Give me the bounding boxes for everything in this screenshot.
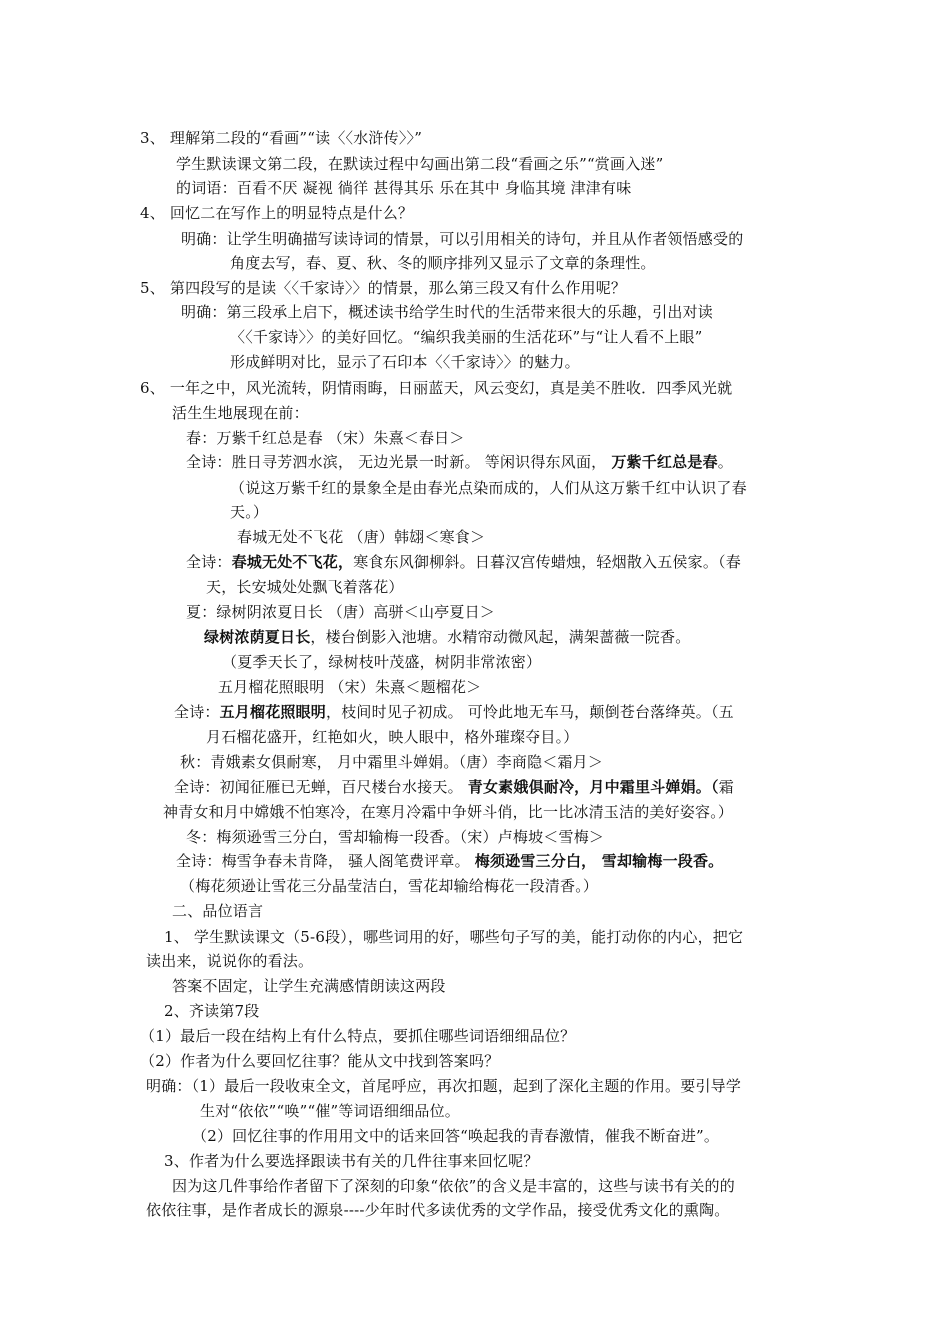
doc-line: （2）作者为什么要回忆往事？能从文中找到答案吗？ xyxy=(140,1052,500,1070)
doc-line: 活生生地展现在前： xyxy=(172,404,309,422)
doc-line: 神青女和月中嫦娥不怕寒冷，在寒月冷霜中争妍斗俏，比一比冰清玉洁的美好姿容。） xyxy=(163,803,734,821)
doc-line: 秋：青娥素女俱耐寒， 月中霜里斗婵娟。（唐）李商隐＜霜月＞ xyxy=(180,753,604,771)
doc-line: 五月榴花照眼明 （宋）朱熹＜题榴花＞ xyxy=(218,678,482,696)
doc-line: 的词语：百看不厌 凝视 徜徉 甚得其乐 乐在其中 身临其境 津津有味 xyxy=(176,179,632,197)
doc-line: 2、齐读第7段 xyxy=(164,1002,260,1020)
doc-line: 〈〈千家诗〉〉的美好回忆。“编织我美丽的生活花环”与“让人看不上眼” xyxy=(230,328,703,346)
poem-line: 全诗：梅雪争春未肯降， 骚人阁笔费评章。 梅须逊雪三分白， 雪却输梅一段香。 xyxy=(176,852,724,870)
doc-line: 生对“依依”“唤”“催”等词语细细品位。 xyxy=(200,1102,461,1120)
doc-line: 明确：让学生明确描写读诗词的情景，可以引用相关的诗句，并且从作者领悟感受的 xyxy=(181,230,744,248)
doc-line: 春城无处不飞花 （唐）韩翃＜寒食＞ xyxy=(237,528,486,546)
doc-line: 因为这几件事给作者留下了深刻的印象“依依”的含义是丰富的，这些与读书有关的的 xyxy=(172,1177,735,1195)
doc-line: 天。） xyxy=(230,503,269,521)
doc-line: 学生默读课文第二段，在默读过程中勾画出第二段“看画之乐”“赏画入迷” xyxy=(176,155,664,173)
poem-line: 全诗：春城无处不飞花，寒食东风御柳斜。日暮汉宫传蜡烛，轻烟散入五侯家。（春 xyxy=(186,553,741,571)
doc-line: 依依往事，是作者成长的源泉----少年时代多读优秀的文学作品，接受优秀文化的熏陶。 xyxy=(146,1201,730,1219)
doc-line: 1、 学生默读课文（5-6段），哪些词用的好，哪些句子写的美，能打动你的内心，把它 xyxy=(164,928,744,946)
doc-line: 明确：（1）最后一段收束全文，首尾呼应，再次扣题，起到了深化主题的作用。要引导学 xyxy=(146,1077,742,1095)
poem-line: 全诗：胜日寻芳泗水滨， 无边光景一时新。 等闲识得东风面， 万紫千红总是春。 xyxy=(186,453,733,471)
doc-line: 4、 回忆二在写作上的明显特点是什么？ xyxy=(140,204,414,222)
poem-line: 全诗：初闻征雁已无蝉，百尺楼台水接天。 青女素娥俱耐冷，月中霜里斗婵娟。（霜 xyxy=(174,778,734,796)
doc-line: 天，长安城处处飘飞着落花） xyxy=(206,578,404,596)
doc-line: 形成鲜明对比，显示了石印本〈〈千家诗〉〉的魅力。 xyxy=(230,353,580,371)
poem-line: 绿树浓荫夏日长，楼台倒影入池塘。水精帘动微风起，满架蔷薇一院香。 xyxy=(204,628,691,646)
doc-line: 读出来，说说你的看法。 xyxy=(146,952,314,970)
section-heading: 二、品位语言 xyxy=(172,902,264,920)
doc-line: 6、 一年之中，风光流转，阴情雨晦，日丽蓝天，风云变幻，真是美不胜收．四季风光就 xyxy=(140,379,733,397)
doc-line: 3、作者为什么要选择跟读书有关的几件往事来回忆呢？ xyxy=(164,1152,539,1170)
doc-line: 角度去写，春、夏、秋、冬的顺序排列又显示了文章的条理性。 xyxy=(230,254,656,272)
doc-line: 春：万紫千红总是春 （宋）朱熹＜春日＞ xyxy=(186,429,465,447)
doc-line: （夏季天长了，绿树枝叶茂盛，树阴非常浓密） xyxy=(222,653,542,671)
doc-line: 答案不固定，让学生充满感情朗读这两段 xyxy=(172,977,446,995)
doc-line: 明确：第三段承上启下，概述读书给学生时代的生活带来很大的乐趣，引出对读 xyxy=(181,303,714,321)
doc-line: （2）回忆往事的作用用文中的话来回答“唤起我的青春激情，催我不断奋进”。 xyxy=(192,1127,720,1145)
doc-line: （1）最后一段在结构上有什么特点，要抓住哪些词语细细品位？ xyxy=(140,1027,576,1045)
doc-line: （说这万紫千红的景象全是由春光点染而成的，人们从这万紫千红中认识了春 xyxy=(230,479,747,497)
doc-line: （梅花须逊让雪花三分晶莹洁白，雪花却输给梅花一段清香。） xyxy=(180,877,599,895)
poem-line: 全诗：五月榴花照眼明，枝间时见子初成。 可怜此地无车马，颠倒苍台落绛英。（五 xyxy=(174,703,734,721)
doc-line: 冬：梅须逊雪三分白，雪却输梅一段香。（宋）卢梅坡＜雪梅＞ xyxy=(186,828,605,846)
doc-line: 5、 第四段写的是读〈〈千家诗〉〉的情景，那么第三段又有什么作用呢？ xyxy=(140,279,627,297)
doc-line: 月石榴花盛开，红艳如火，映人眼中，格外璀璨夺目。） xyxy=(206,728,579,746)
doc-line: 3、 理解第二段的“看画”“读〈〈水浒传〉〉” xyxy=(140,129,423,147)
doc-line: 夏：绿树阴浓夏日长 （唐）高骈＜山亭夏日＞ xyxy=(186,603,495,621)
